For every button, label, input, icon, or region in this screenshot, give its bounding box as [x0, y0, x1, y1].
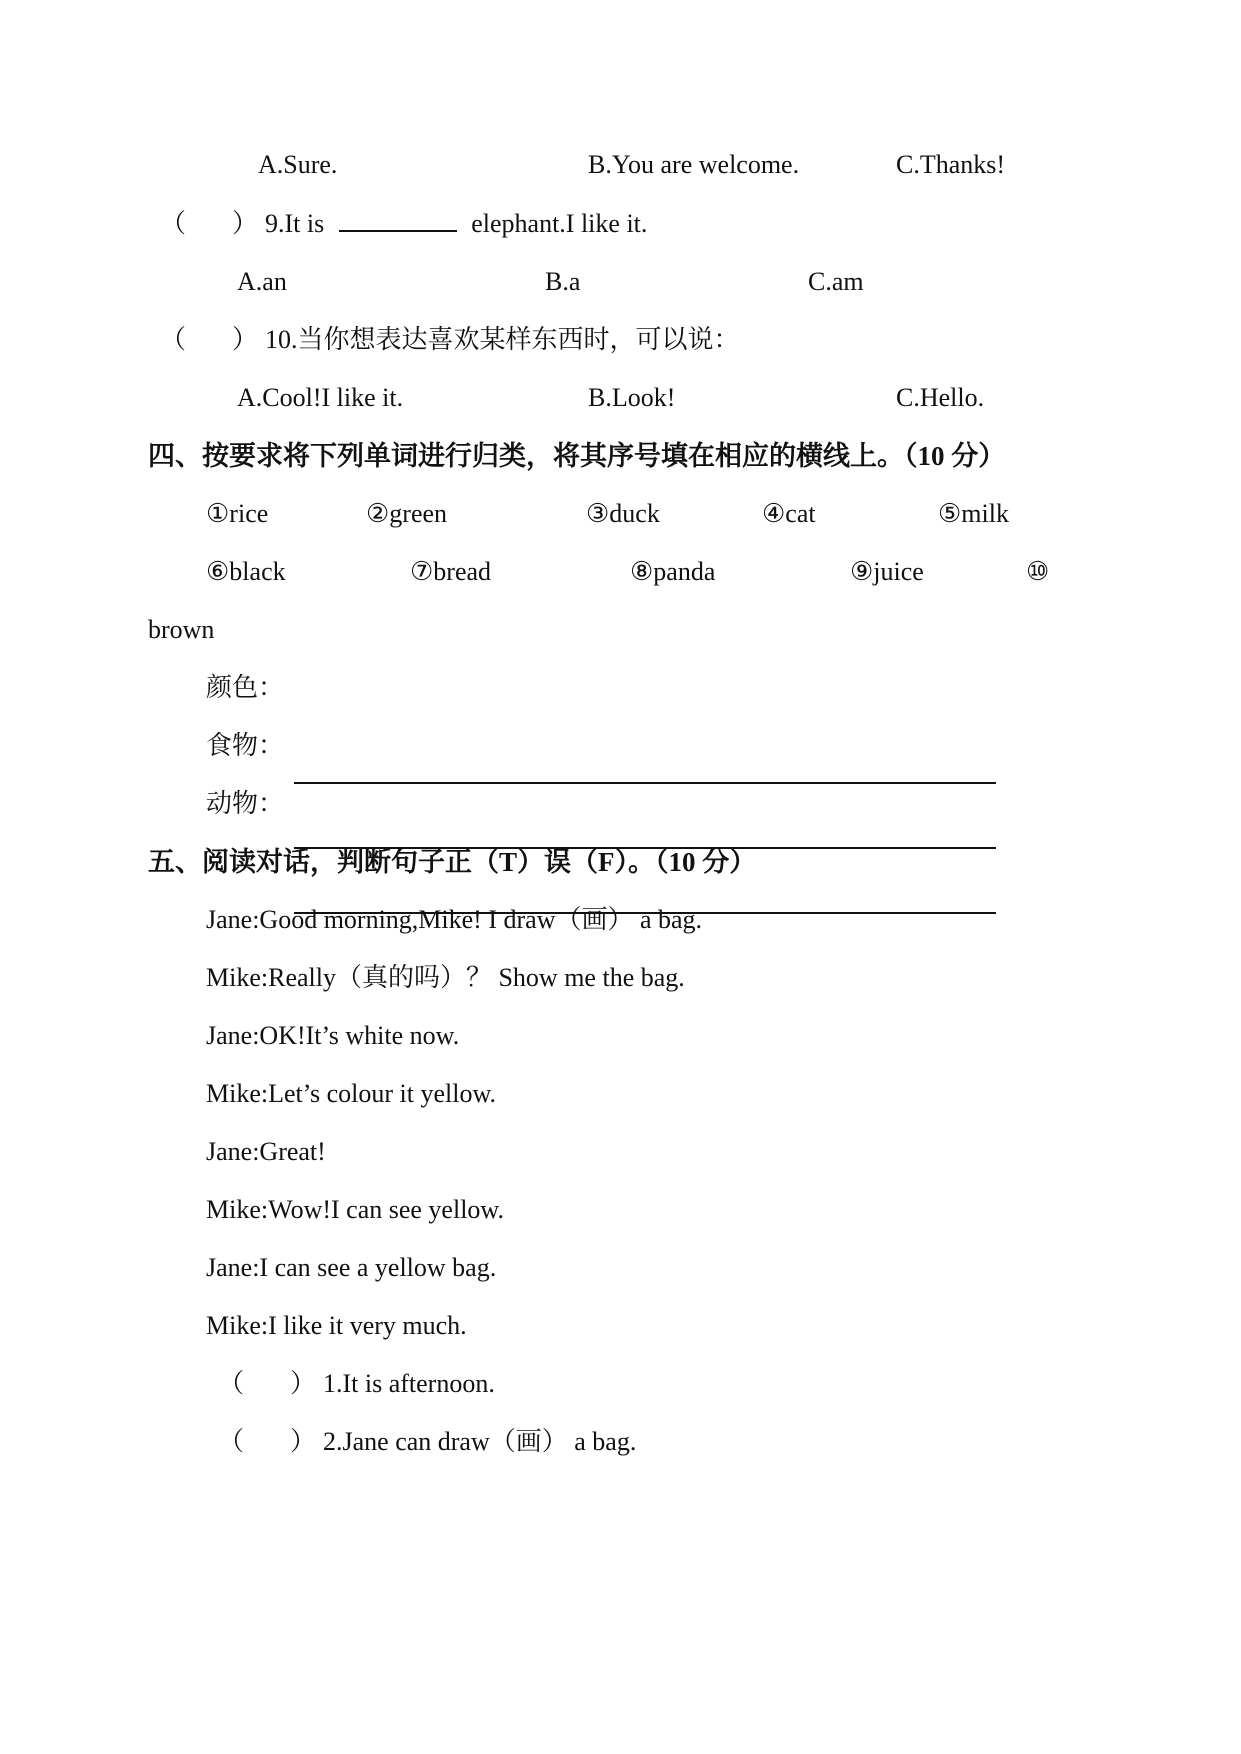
q9-stem: [0, 204, 1241, 244]
word-cat: ④cat: [762, 499, 816, 528]
q9-blank[interactable]: [339, 206, 457, 232]
dialogue-line: Mike:Let’s colour it yellow.: [206, 1079, 497, 1108]
word-black: ⑥black: [206, 557, 286, 586]
word-duck: ③duck: [586, 499, 660, 528]
dialogue-line: Mike:I like it very much.: [206, 1311, 467, 1340]
judgement-2-paren-left: （: [218, 1427, 245, 1456]
category-colour-label: 颜色：: [206, 673, 285, 702]
judgement-2: [0, 1422, 1241, 1462]
q10-answer-paren-right: ）: [232, 325, 259, 354]
judgement-1-paren-right: ）: [290, 1369, 317, 1398]
word-panda: ⑧panda: [630, 557, 716, 586]
word-green: ②green: [366, 499, 448, 528]
q9-option-b: B.a: [545, 267, 581, 296]
q9-option-a: A.an: [237, 267, 287, 296]
q10-option-c: C.Hello.: [896, 383, 985, 412]
judgement-1-text: 1.It is afternoon.: [323, 1369, 495, 1398]
q8-option-c: C.Thanks!: [896, 150, 1006, 179]
category-animal-label: 动物：: [206, 789, 285, 818]
judgement-1-paren-left: （: [218, 1369, 245, 1398]
dialogue-line: Jane:Good morning,Mike! I draw（画） a bag.: [206, 905, 703, 934]
word-brown: brown: [148, 615, 215, 644]
dialogue-line: Jane:I can see a yellow bag.: [206, 1253, 497, 1282]
q9-answer-paren-right: ）: [232, 209, 259, 238]
q9-options: [0, 262, 1241, 302]
word-brown-number: ⑩: [1026, 557, 1050, 586]
dialogue-line: Jane:OK!It’s white now.: [206, 1021, 460, 1050]
q8-option-a: A.Sure.: [258, 150, 338, 179]
q10-stem: [0, 320, 1241, 360]
q8-options: [0, 145, 1241, 185]
word-milk: ⑤milk: [938, 499, 1009, 528]
word-juice: ⑨juice: [850, 557, 924, 586]
category-colour-answer-line[interactable]: [294, 782, 996, 784]
section5-heading: 五、阅读对话，判断句子正（T）误（F）。（10 分）: [148, 847, 757, 877]
q9-stem-after: elephant.I like it.: [471, 209, 648, 238]
q9-option-c: C.am: [808, 267, 864, 296]
q9-answer-paren-left: （: [160, 209, 187, 238]
word-rice: ①rice: [206, 499, 269, 528]
judgement-2-text: 2.Jane can draw（画） a bag.: [323, 1427, 637, 1456]
dialogue-line: Mike:Wow!I can see yellow.: [206, 1195, 505, 1224]
q10-answer-paren-left: （: [160, 325, 187, 354]
q9-stem-text: [265, 204, 647, 244]
judgement-2-paren-right: ）: [290, 1427, 317, 1456]
section4-heading: 四、按要求将下列单词进行归类，将其序号填在相应的横线上。（10 分）: [148, 441, 1006, 471]
q9-stem-before: 9.It is: [265, 209, 325, 238]
q10-option-b: B.Look!: [588, 383, 676, 412]
category-food-label: 食物：: [206, 731, 285, 760]
q10-stem-text: 10.当你想表达喜欢某样东西时，可以说：: [265, 325, 740, 354]
judgement-1: [0, 1364, 1241, 1404]
section4-words-row2: [0, 552, 1241, 592]
dialogue-line: Jane:Great!: [206, 1137, 326, 1166]
word-bread: ⑦bread: [410, 557, 492, 586]
section4-words-row1: [0, 494, 1241, 534]
q10-option-a: A.Cool!I like it.: [237, 383, 404, 412]
q10-options: [0, 378, 1241, 418]
q8-option-b: B.You are welcome.: [588, 150, 800, 179]
dialogue-line: Mike:Really（真的吗）？ Show me the bag.: [206, 963, 685, 992]
